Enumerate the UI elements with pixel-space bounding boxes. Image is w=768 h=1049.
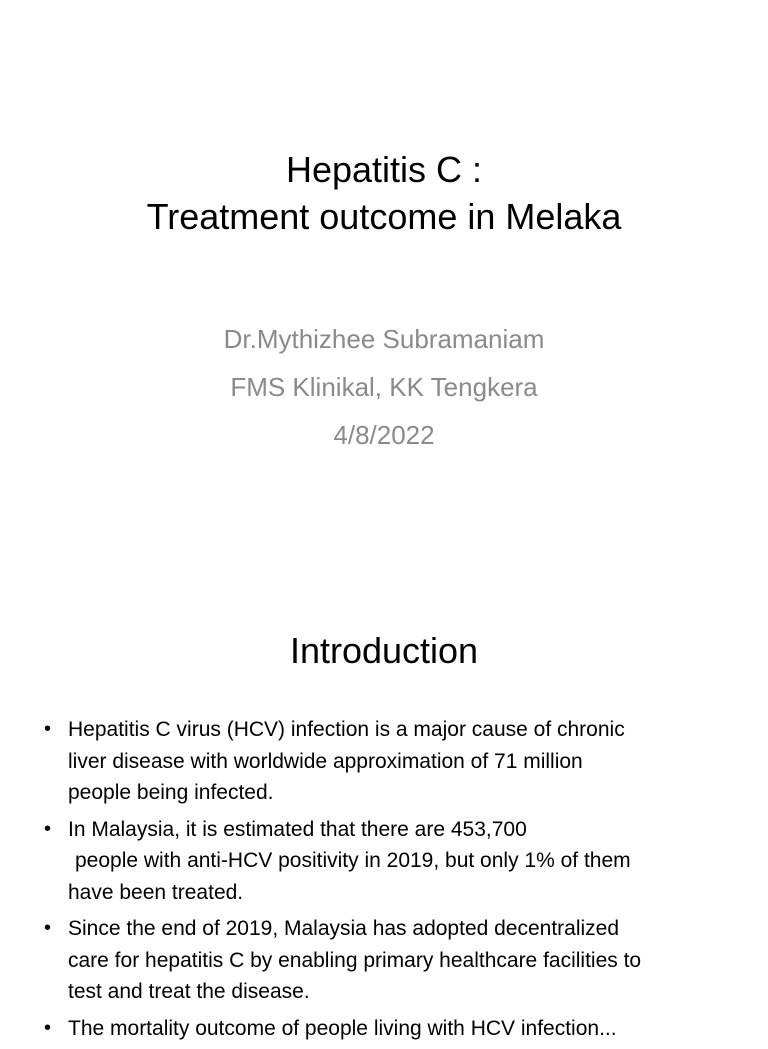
presentation-subtitle (0, 315, 768, 459)
bullet-text-line: Hepatitis C virus (HCV) infection is a major cause of chronic (68, 718, 625, 741)
author-name: Dr.Mythizhee Subramaniam (223, 324, 545, 354)
bullet-icon: • (44, 1016, 52, 1039)
bullet-item (0, 714, 768, 809)
presentation-date: 4/8/2022 (333, 420, 435, 450)
bullet-item (0, 1013, 768, 1045)
bullet-text-line: Since the end of 2019, Malaysia has adopted decentralized (68, 917, 620, 940)
bullet-icon: • (44, 718, 52, 740)
bullet-text-line: test and treat the disease. (68, 980, 310, 1003)
bullet-icon: • (44, 817, 52, 840)
bullet-text-line: have been treated. (68, 880, 244, 904)
slide-title: Introduction (289, 630, 479, 671)
introduction-slide (0, 576, 768, 1040)
bullet-text-line: liver disease with worldwide approximation of 71 million (68, 749, 583, 773)
bullet-text-line: people with anti-HCV positivity in 2019, but only 1% of them (75, 849, 631, 872)
bullet-text-line: care for hepatitis C by enabling primary healthcare facilities to (68, 948, 642, 972)
presentation-title (0, 146, 768, 240)
bullet-text-line: The mortality outcome of people living with HCV infection... (68, 1016, 617, 1040)
title-line-2: Treatment outcome in Melaka (146, 196, 622, 237)
bullet-list (0, 714, 768, 1049)
bullet-text-line: In Malaysia, it is estimated that there are 453,700 (68, 817, 527, 841)
bullet-text-line: people being infected. (68, 781, 274, 804)
bullet-icon: • (44, 917, 52, 939)
bullet-item (0, 814, 768, 909)
bullet-item (0, 913, 768, 1008)
author-affiliation: FMS Klinikal, KK Tengkera (230, 372, 538, 402)
title-line-1: Hepatitis C : (285, 149, 483, 190)
